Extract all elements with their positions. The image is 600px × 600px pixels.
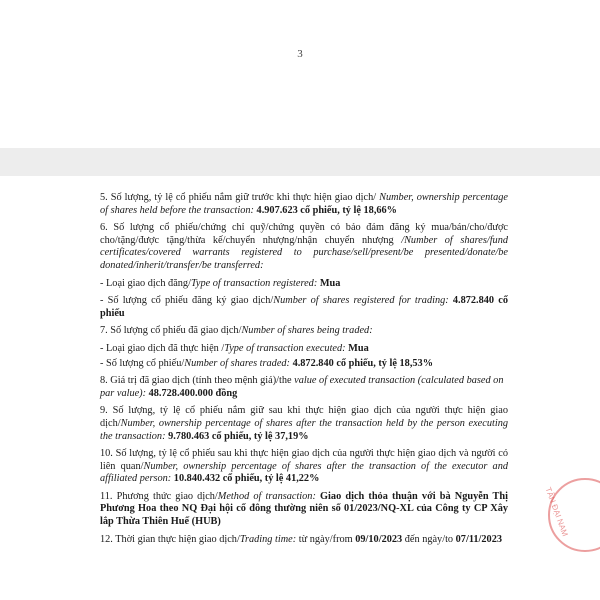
item-12-from-label: từ ngày/from [298,533,353,545]
item-7a-en: Type of transaction executed: [224,342,346,354]
item-9-value: 9.780.463 cổ phiếu, tỷ lệ 37,19% [168,430,309,442]
item-7a [100,343,508,356]
item-6-en: /Number of shares/fund certificates/covered warrants registered to purchase/sell/present/be presented/donate/be donated/inherit/transfer/be transferred: [100,234,508,271]
item-7a-value: Mua [348,342,369,354]
item-9 [100,405,508,443]
item-11-vi: 11. Phương thức giao dịch/ [100,490,218,502]
item-8-value: 48.728.400.000 đồng [148,387,238,399]
company-seal-text: TÂN ĐẠI NAM [543,486,570,538]
item-11 [100,491,508,529]
item-7b-value: 4.872.840 cổ phiếu, tỷ lệ 18,53% [292,357,433,369]
page-number: 3 [297,48,303,60]
item-12-from-date: 09/10/2023 [355,533,403,545]
item-5 [100,192,508,217]
item-12-to-date: 07/11/2023 [455,533,502,545]
item-11-value: Giao dịch thỏa thuận với bà Nguyễn Thị Phương Hoa theo NQ Đại hội cổ đông thường niên số 01/2023/NQ-XL của Công ty CP Xây lắp Thừa Thiên Huế (HUB) [100,490,508,528]
item-8-vi: 8. Giá trị đã giao dịch (tính theo mệnh giá)/the [100,375,292,387]
document-body [100,192,508,551]
item-8-en: value of executed transaction (calculated based on par value): [100,375,504,399]
item-9-vi: 9. Số lượng, tỷ lệ cổ phiếu nắm giữ sau khi thực hiện giao dịch của người thực hiện giao dịch/ [100,405,508,429]
item-6a [100,278,508,291]
item-10-en: Number, ownership percentage of shares after the transaction of the executor and affiliated person: [100,460,508,485]
item-9-en: Number, ownership percentage of shares after the transaction held by the person executing the transaction: [100,417,508,442]
item-7-vi: 7. Số lượng cổ phiếu đã giao dịch/ [100,325,242,337]
item-12-to-label: đến ngày/to [404,533,454,545]
page-separator [0,148,600,176]
item-10-vi: 10. Số lượng, tỷ lệ cổ phiếu sau khi thực hiện giao dịch của người thực hiện giao dịch và người có liên quan/ [100,448,508,472]
item-6a-value: Mua [319,277,341,289]
item-12 [100,534,508,547]
item-6 [100,222,508,272]
item-6b [100,295,508,320]
item-6a-en: Type of transaction registered: [190,277,318,289]
item-6b-value: 4.872.840 cổ phiếu [100,295,508,319]
item-5-vi: 5. Số lượng, tỷ lệ cổ phiếu nắm giữ trước khi thực hiện giao dịch/ [100,192,377,203]
item-6a-vi: - Loại giao dịch đăng/ [100,277,191,289]
item-6b-en: Number of shares registered for trading: [273,295,449,307]
item-7b-vi: - Số lượng cổ phiếu/ [100,357,185,369]
item-5-en: Number, ownership percentage of shares held before the transaction: [100,192,509,216]
item-12-vi: 12. Thời gian thực hiện giao dịch/ [100,533,240,545]
item-10-value: 10.840.432 cổ phiếu, tỷ lệ 41,22% [173,473,320,485]
item-7-en: Number of shares being traded: [241,325,373,337]
item-6b-vi: - Số lượng cổ phiếu đăng ký giao dịch/ [100,295,274,307]
item-8 [100,375,508,400]
item-7b-en: Number of shares traded: [184,357,290,369]
item-6-vi: 6. Số lượng cổ phiếu/chứng chỉ quỹ/chứng quyền có bảo đảm đăng ký mua/bán/cho/được cho/tặng/được tặng/thừa kế/chuyển nhượng/nhận chuyển nhượng [100,222,508,246]
item-10 [100,448,508,486]
item-5-value: 4.907.623 cổ phiếu, tỷ lệ 18,66% [256,204,397,216]
item-7b [100,358,508,371]
item-11-en: Method of transaction: [217,490,316,502]
item-7 [100,325,508,338]
item-7a-vi: - Loại giao dịch đã thực hiện / [100,342,225,354]
item-12-en: Trading time: [239,533,297,545]
